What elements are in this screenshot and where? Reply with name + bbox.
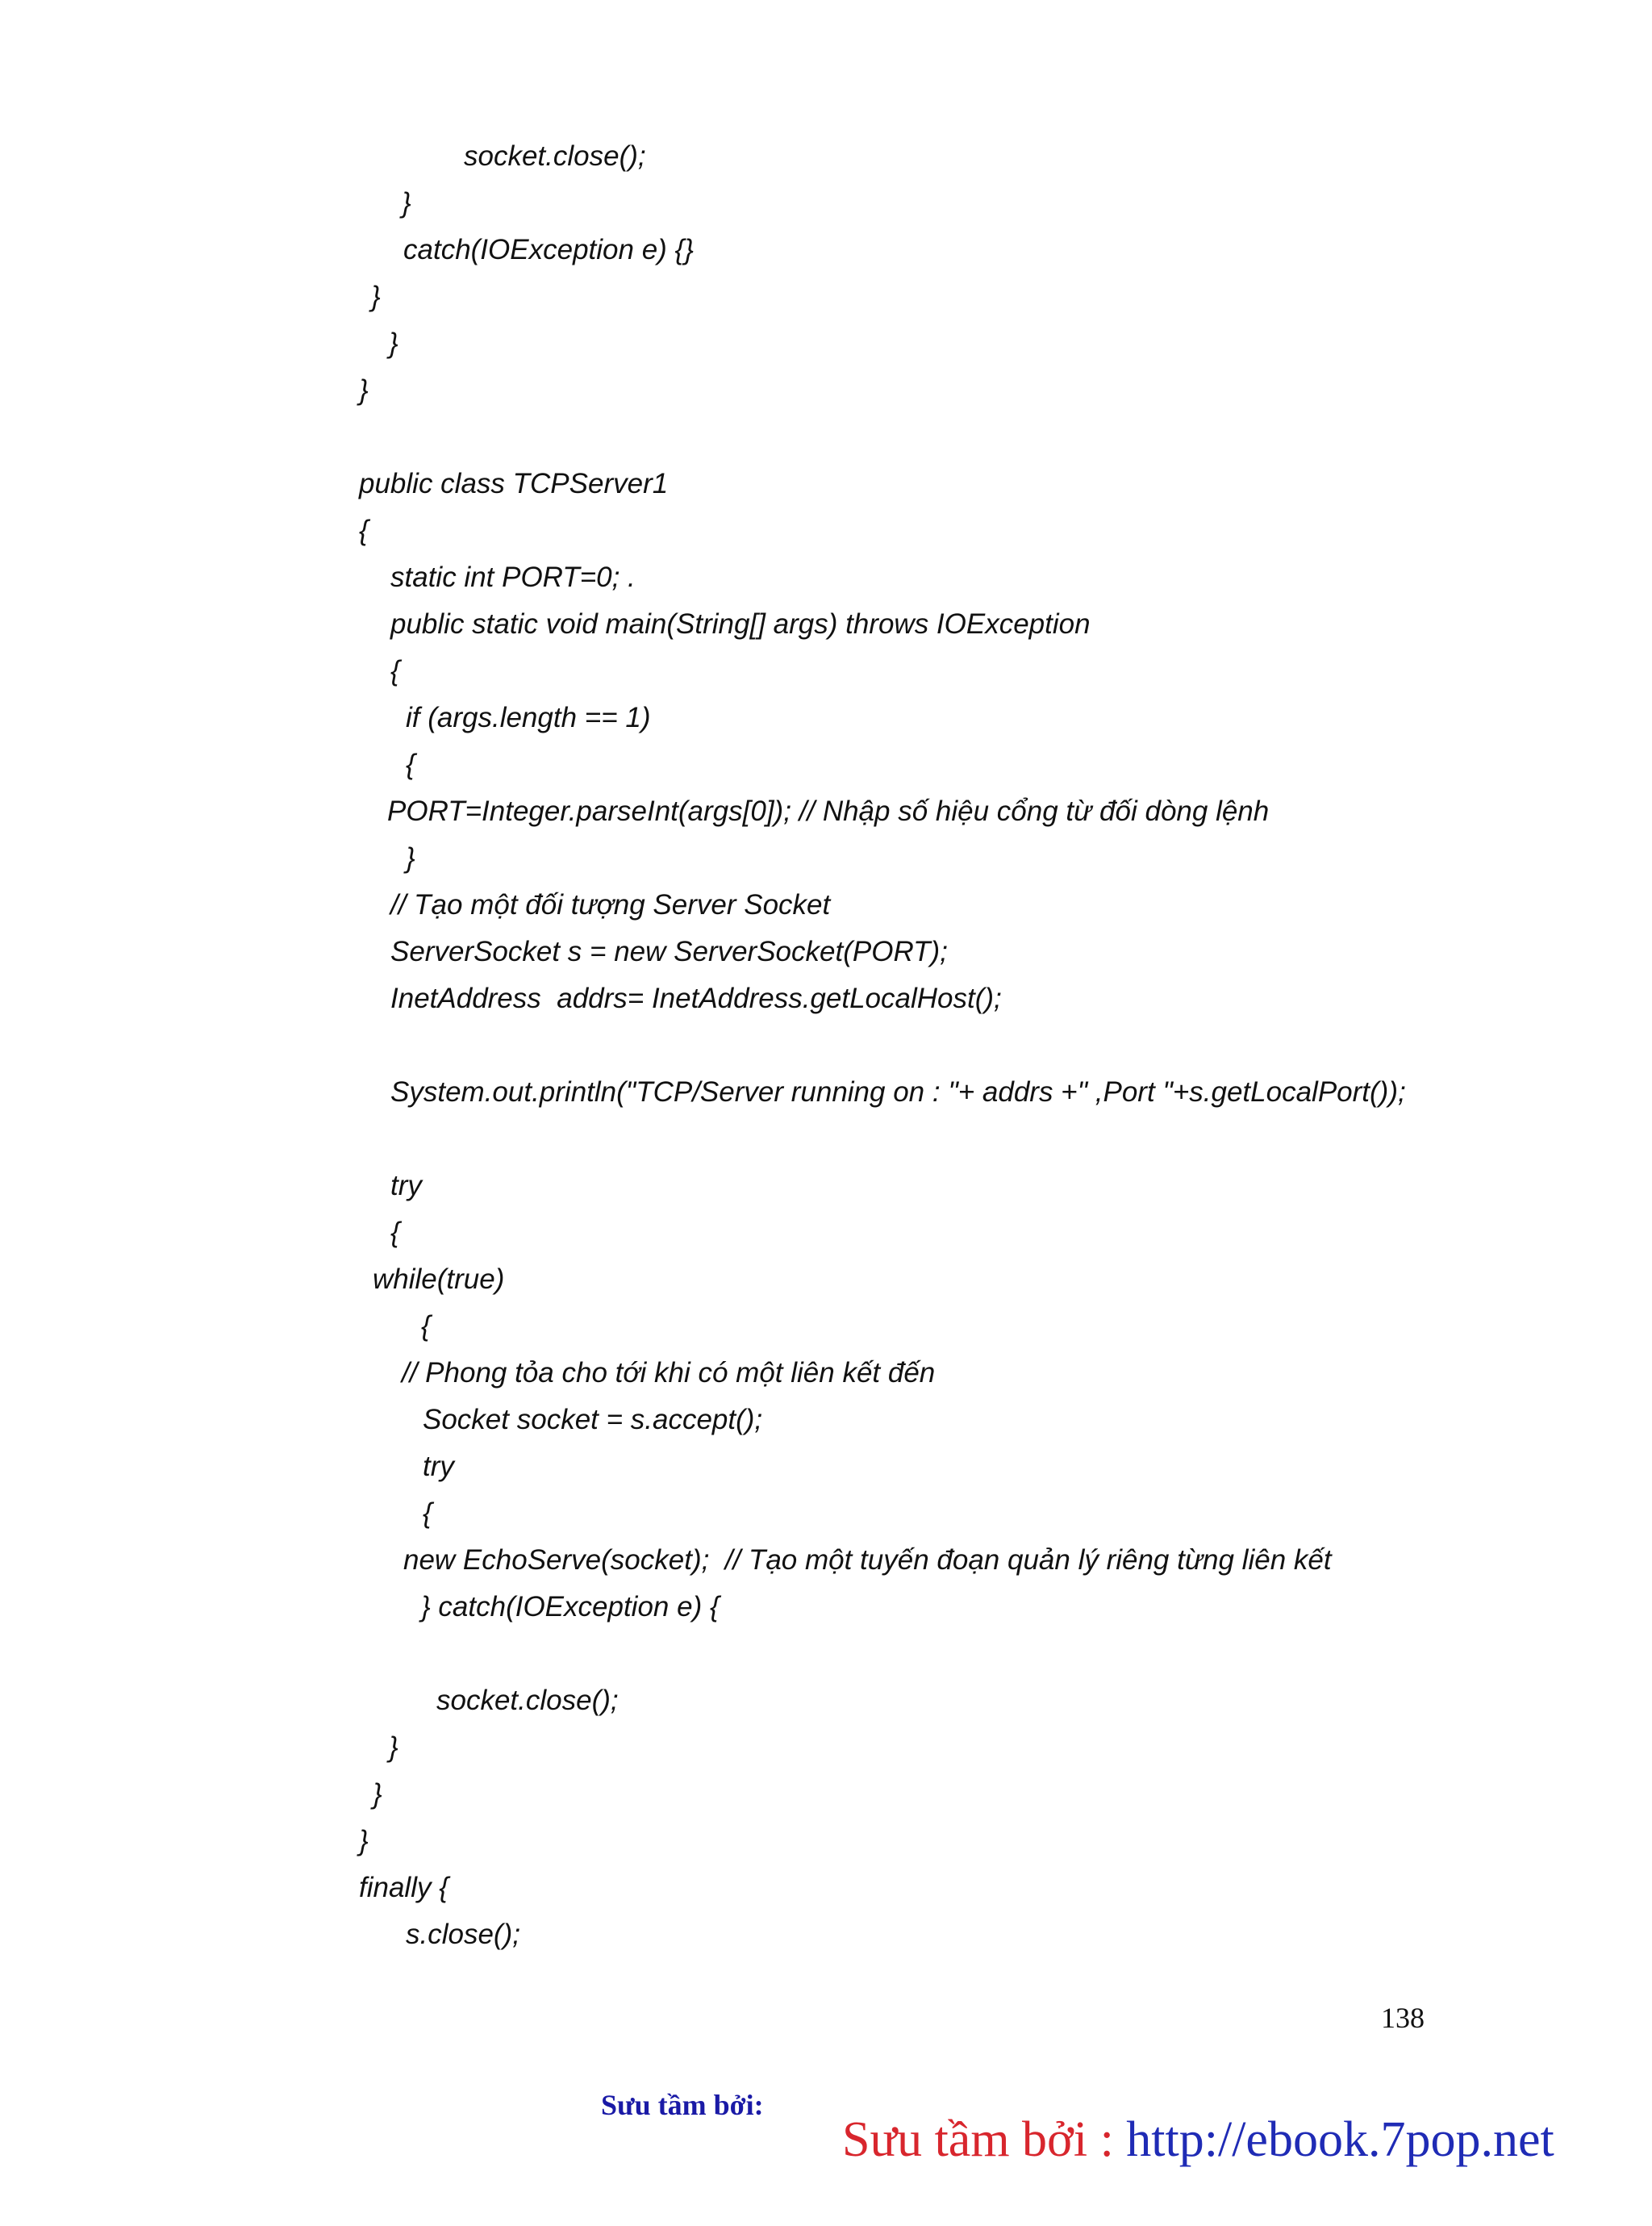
code-line: } catch(IOException e) { xyxy=(421,1591,720,1623)
code-line: PORT=Integer.parseInt(args[0]); // Nhập số hiệu cổng từ đối dòng lệnh xyxy=(387,796,1270,827)
code-line: } xyxy=(389,328,398,359)
code-line: { xyxy=(421,1310,431,1342)
watermark-label: Sưu tầm bởi : xyxy=(842,2112,1127,2167)
code-line: // Phong tỏa cho tới khi có một liên kết đến xyxy=(402,1357,936,1389)
code-line: { xyxy=(390,1217,400,1248)
code-line: } xyxy=(373,1778,382,1810)
code-line: if (args.length == 1) xyxy=(406,702,651,733)
code-line: } xyxy=(389,1731,398,1763)
watermark-url: http://ebook.7pop.net xyxy=(1126,2112,1554,2167)
code-line: socket.close(); xyxy=(436,1685,619,1716)
code-line: // Tạo một đối tượng Server Socket xyxy=(390,889,831,921)
code-line: { xyxy=(390,655,400,687)
code-line: new EchoServe(socket); // Tạo một tuyến đoạn quản lý riêng từng liên kết xyxy=(403,1544,1332,1576)
code-line: socket.close(); xyxy=(464,140,646,172)
code-line: catch(IOException e) {} xyxy=(403,234,694,265)
code-line: System.out.println("TCP/Server running on : "+ addrs +" ,Port "+s.getLocalPort()); xyxy=(390,1076,1406,1108)
code-line: static int PORT=0; . xyxy=(390,562,636,593)
code-line: public static void main(String[] args) throws IOException xyxy=(390,608,1091,640)
code-line: public class TCPServer1 xyxy=(359,468,669,499)
code-line: { xyxy=(406,749,415,780)
code-line: } xyxy=(406,842,415,874)
code-line: } xyxy=(359,1825,369,1856)
code-line: } xyxy=(359,374,369,406)
page-number: 138 xyxy=(1381,2002,1425,2034)
code-line: try xyxy=(423,1451,454,1482)
code-line: s.close(); xyxy=(406,1919,520,1950)
code-line: { xyxy=(359,515,369,546)
code-line: ServerSocket s = new ServerSocket(PORT); xyxy=(390,936,948,967)
code-line: while(true) xyxy=(373,1263,505,1295)
code-line: try xyxy=(390,1170,422,1201)
code-line: finally { xyxy=(359,1872,448,1903)
code-line: } xyxy=(371,281,381,312)
watermark-caption: Sưu tầm bởi: xyxy=(601,2089,764,2121)
code-line: Socket socket = s.accept(); xyxy=(423,1404,763,1435)
code-line: InetAddress addrs= InetAddress.getLocalHost(); xyxy=(390,983,1002,1014)
code-line: } xyxy=(402,187,411,219)
watermark-banner xyxy=(792,2054,1554,2226)
code-line: { xyxy=(423,1497,432,1529)
